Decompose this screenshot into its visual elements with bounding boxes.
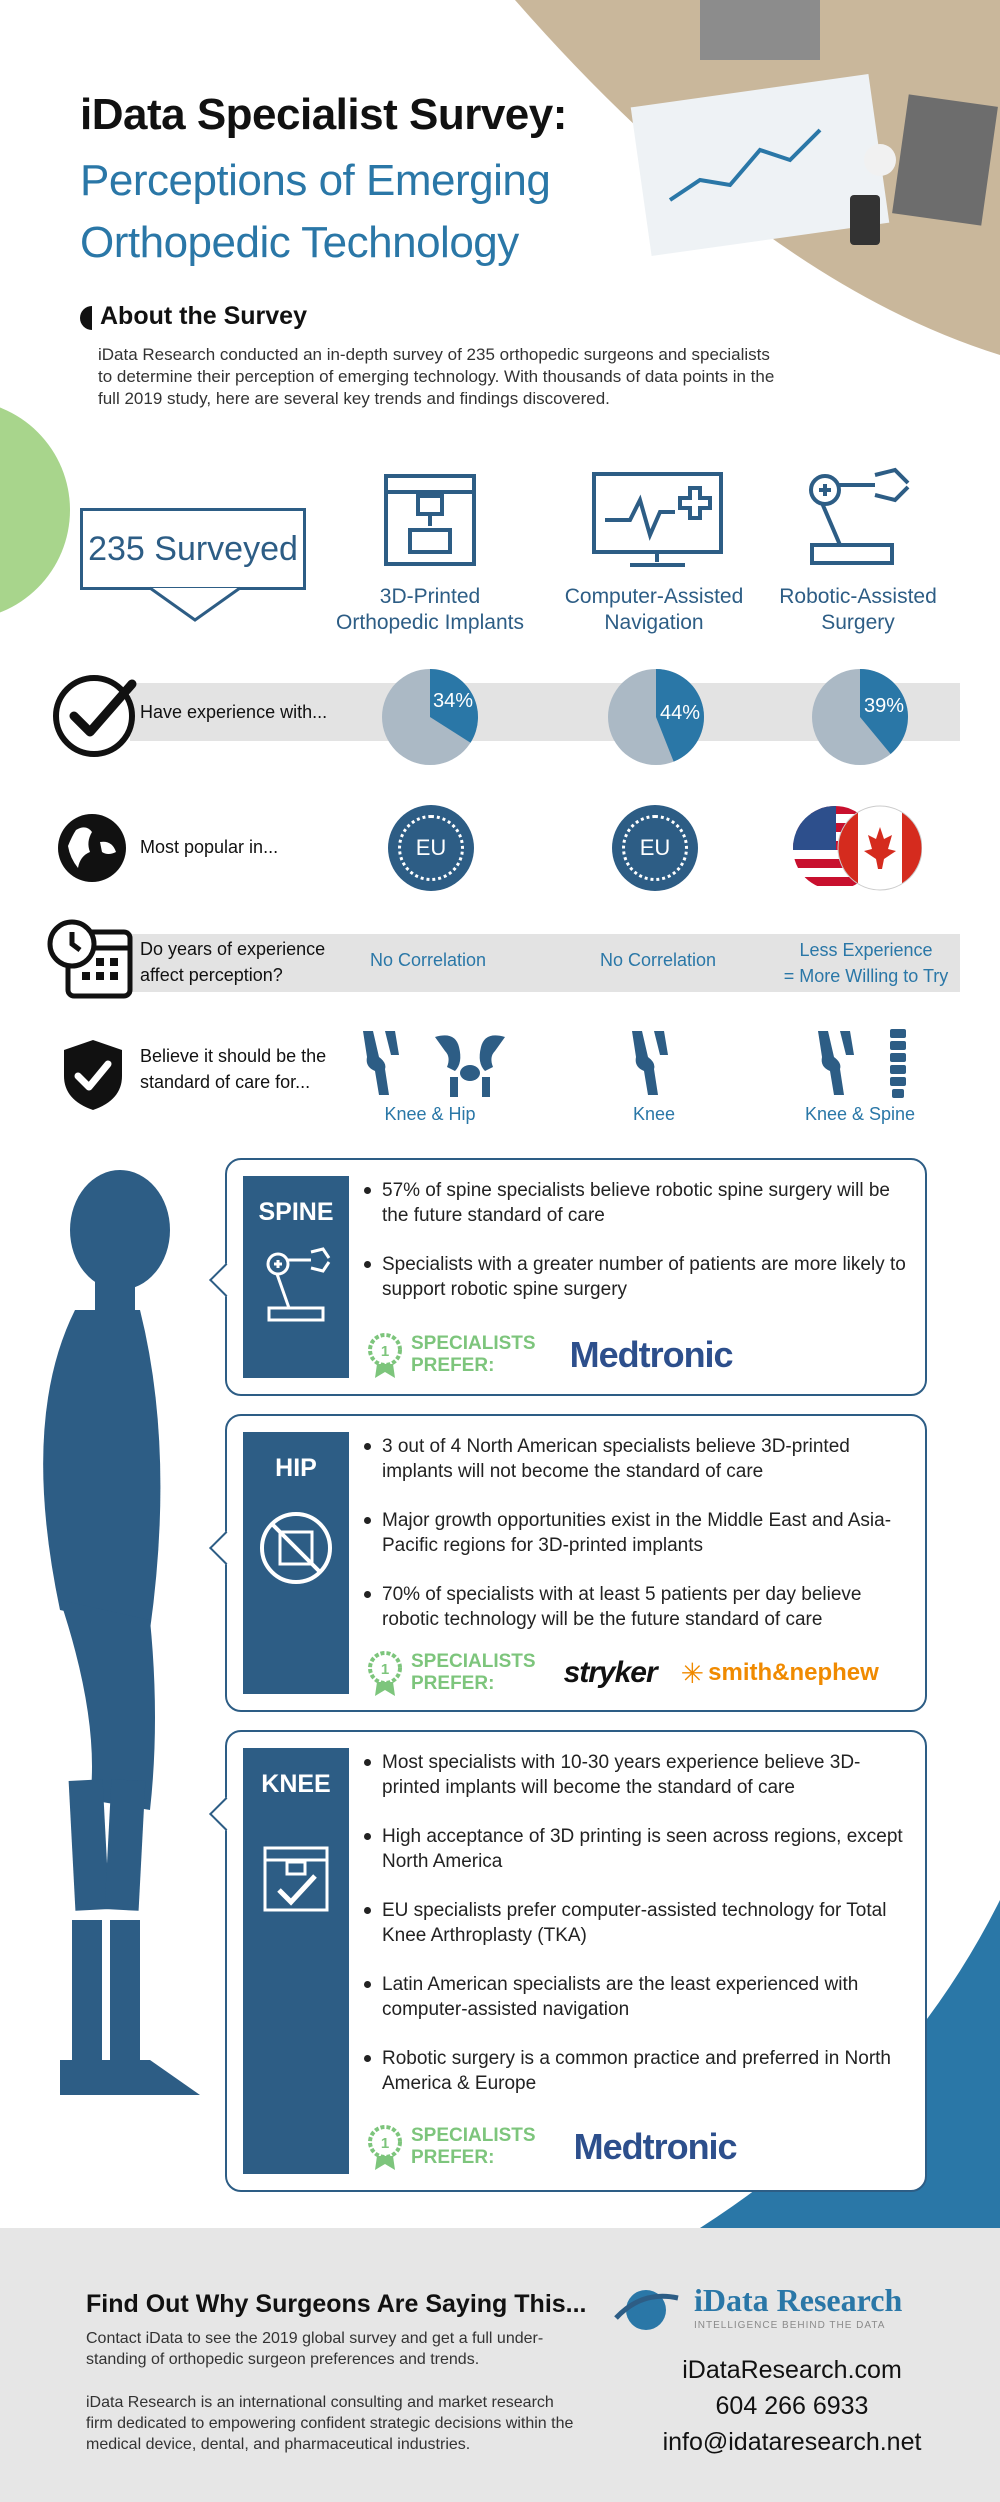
knee-hip-icon <box>355 1027 515 1099</box>
prefer-line-1: SPECIALISTS <box>411 1333 536 1354</box>
email-link[interactable]: info@idataresearch.net <box>662 2428 922 2456</box>
hip-card <box>225 1414 927 1712</box>
years-value-cas: No Correlation <box>599 950 717 970</box>
hip-card-sidebar <box>243 1432 349 1694</box>
pie-value-cas: 44% <box>659 702 701 724</box>
about-heading: About the Survey <box>100 302 307 330</box>
subtitle-line-1: Perceptions of Emerging <box>80 156 551 205</box>
prefer-label <box>411 1333 536 1377</box>
years-value-3d: No Correlation <box>369 950 487 970</box>
sunburst-icon: ✳ <box>680 1657 705 1689</box>
award-ribbon-icon <box>367 1332 403 1378</box>
prefer-line-2: PREFER: <box>411 2147 495 2168</box>
knee-card <box>225 1730 927 2192</box>
spine-card-title: SPINE <box>258 1198 334 1226</box>
prefer-label <box>411 1651 536 1695</box>
footer-title: Find Out Why Surgeons Are Saying This... <box>86 2290 587 2318</box>
hip-prefer <box>367 1650 879 1696</box>
3d-printer-icon <box>380 470 480 570</box>
globe-icon <box>56 812 128 884</box>
us-canada-flags-icon <box>792 805 922 891</box>
award-ribbon-icon <box>367 1650 403 1696</box>
years-label-line-1: Do years of experience <box>140 939 326 959</box>
hip-bullets <box>362 1434 911 1656</box>
prefer-line-2: PREFER: <box>411 1355 495 1376</box>
website-link[interactable]: iDataResearch.com <box>682 2356 902 2384</box>
eu-stars-ring <box>622 815 688 881</box>
standard-value-cas: Knee <box>632 1104 676 1124</box>
tech-label-3d-printed: 3D-Printed Orthopedic Implants <box>336 585 524 634</box>
pie-value-robotic: 39% <box>863 695 905 717</box>
skeleton-silhouette <box>43 1170 200 2095</box>
shield-check-icon <box>60 1038 126 1112</box>
popular-label: Most popular in... <box>140 837 279 857</box>
standard-label <box>140 1043 326 1095</box>
tech-label-robotic: Robotic-Assisted Surgery <box>779 585 937 634</box>
years-label-line-2: affect perception? <box>140 965 283 985</box>
footer-text-2: iData Research is an international consulting and market research firm dedicated to empowering confident strategic decisions within the medical device, dental, and pharmaceutical industries. <box>86 2394 574 2453</box>
page-title: iData Specialist Survey: <box>80 90 567 139</box>
standard-value-3d: Knee & Hip <box>384 1104 476 1124</box>
smith-nephew-logo <box>681 1657 879 1690</box>
checkmark-circle-icon <box>52 670 142 760</box>
brand-tagline: INTELLIGENCE BEHIND THE DATA <box>694 2320 886 2331</box>
swoosh-globe-icon <box>612 2280 682 2340</box>
stryker-logo: stryker <box>563 1656 657 1689</box>
years-value-robotic <box>756 937 976 989</box>
years-label <box>140 936 325 988</box>
prefer-label <box>411 2125 536 2169</box>
about-text: iData Research conducted an in-depth survey of 235 orthopedic surgeons and specialists to determine their perception of emerging technology. With thousands of data points in the full 2019 study, here are several key trends and findings discovered. <box>98 345 775 408</box>
prefer-line-1: SPECIALISTS <box>411 1651 536 1672</box>
list-item: Most specialists with 10-30 years experience believe 3D-printed implants will become the standard of care <box>362 1750 911 1800</box>
surveyed-box-pointer <box>150 586 240 626</box>
eu-flag-cas <box>612 805 698 891</box>
pie-value-3d: 34% <box>432 690 474 712</box>
eu-label-cas: EU <box>639 835 671 860</box>
list-item: EU specialists prefer computer-assisted technology for Total Knee Arthroplasty (TKA) <box>362 1898 911 1948</box>
experience-pie-cas <box>606 667 706 767</box>
award-ribbon-icon <box>367 2124 403 2170</box>
list-item: High acceptance of 3D printing is seen across regions, except North America <box>362 1824 911 1874</box>
experience-pie-3d <box>380 667 480 767</box>
standard-label-line-1: Believe it should be the <box>140 1046 327 1066</box>
knee-spine-icon <box>810 1027 920 1099</box>
idata-logo <box>612 2280 942 2340</box>
3d-printer-check-icon <box>261 1844 331 1914</box>
svg-text:1: 1 <box>380 1343 390 1360</box>
medtronic-logo: Medtronic <box>569 1334 733 1375</box>
knee-prefer <box>367 2124 737 2170</box>
list-item: 70% of specialists with at least 5 patients per day believe robotic technology will be the future standard of care <box>362 1582 911 1632</box>
spine-prefer <box>367 1332 733 1378</box>
svg-text:1: 1 <box>380 1661 390 1678</box>
surveyed-box: 235 Surveyed <box>80 508 306 590</box>
tech-label-computer-assisted: Computer-Assisted Navigation <box>564 585 744 634</box>
spine-card <box>225 1158 927 1396</box>
spine-bullets <box>362 1178 911 1326</box>
standard-value-robotic: Knee & Spine <box>804 1104 916 1124</box>
phone-number[interactable]: 604 266 6933 <box>715 2392 869 2420</box>
knee-bullets <box>362 1750 911 2120</box>
prefer-line-1: SPECIALISTS <box>411 2125 536 2146</box>
standard-label-line-2: standard of care for... <box>140 1072 311 1092</box>
knee-card-sidebar <box>243 1748 349 2174</box>
eu-label-3d: EU <box>415 835 447 860</box>
list-item: Latin American specialists are the least experienced with computer-assisted navigation <box>362 1972 911 2022</box>
list-item: Major growth opportunities exist in the Middle East and Asia-Pacific regions for 3D-printed implants <box>362 1508 911 1558</box>
brand-name: iData Research <box>694 2282 903 2318</box>
clock-calendar-icon <box>46 914 136 1004</box>
no-3d-printer-icon <box>258 1510 334 1586</box>
knee-card-title: KNEE <box>261 1770 331 1798</box>
monitor-navigation-icon <box>590 470 725 570</box>
hip-card-title: HIP <box>275 1454 317 1482</box>
robotic-arm-icon <box>800 465 915 570</box>
years-value-robotic-line-2: = More Willing to Try <box>783 966 949 986</box>
smith-nephew-label: smith&nephew <box>708 1659 879 1686</box>
eu-stars-ring <box>398 815 464 881</box>
subtitle-line-2: Orthopedic Technology <box>80 218 519 267</box>
page-subtitle <box>80 150 550 274</box>
robotic-arm-icon <box>263 1246 333 1326</box>
experience-pie-robotic <box>810 667 910 767</box>
list-item: Robotic surgery is a common practice and preferred in North America & Europe <box>362 2046 911 2096</box>
footer-text-1: Contact iData to see the 2019 global survey and get a full under-standing of orthopedic surgeon preferences and trends. <box>86 2330 544 2368</box>
list-item: 57% of spine specialists believe robotic spine surgery will be the future standard of care <box>362 1178 911 1228</box>
medtronic-logo: Medtronic <box>573 2126 737 2167</box>
spine-card-sidebar <box>243 1176 349 1378</box>
list-item: Specialists with a greater number of patients are more likely to support robotic spine surgery <box>362 1252 911 1302</box>
green-arc <box>0 400 70 620</box>
list-item: 3 out of 4 North American specialists believe 3D-printed implants will not become the standard of care <box>362 1434 911 1484</box>
prefer-line-2: PREFER: <box>411 1673 495 1694</box>
knee-icon <box>624 1027 674 1099</box>
experience-label: Have experience with... <box>140 702 328 722</box>
eu-flag-3d <box>388 805 474 891</box>
svg-text:1: 1 <box>380 2135 390 2152</box>
years-value-robotic-line-1: Less Experience <box>799 940 933 960</box>
